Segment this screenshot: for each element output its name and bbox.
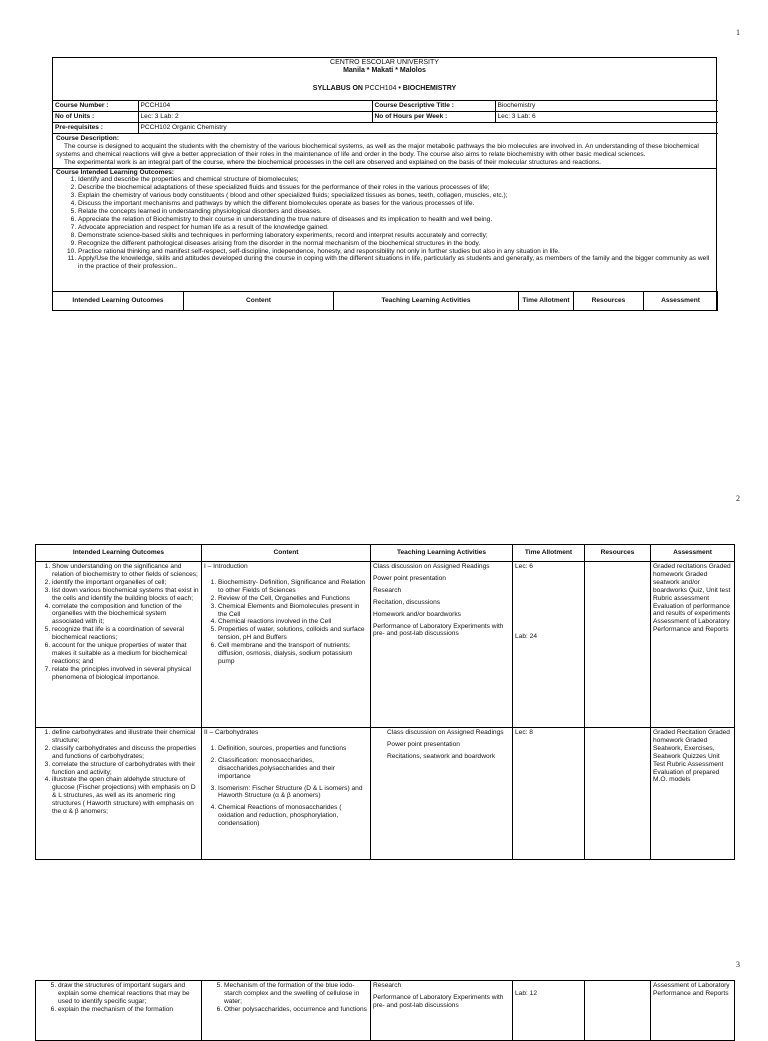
ilo-item: 3. correlate the structure of carbohydrates with their function and activity; (52, 761, 199, 777)
content-item: 4. Chemical Reactions of monosaccharides ( oxidation and reduction, phosphorylation, condensation) (218, 804, 368, 828)
assessment-cell: Graded Recitation Graded homework Graded Seatwork, Exercises, Seatwork Quizzes Unit Test Rubric Assessment Evaluation of prepared M.O. models (651, 728, 735, 860)
time-lab: Lab: 24 (515, 632, 537, 640)
ilo-item: 1. define carbohydrates and illustrate their chemical structure; (52, 729, 199, 745)
assessment-cell: Assessment of Laboratory Performance and Reports (651, 981, 735, 1041)
resources-cell (585, 562, 651, 728)
outcome-item: 3. Explain the chemistry of various body constituents ( blood and other specialized fluids; specialized tissues as bones, teeth, collagen, muscles, etc.); (78, 192, 713, 200)
col-header-content: Content (202, 545, 371, 562)
tla-item: Homework and/or boardworks (373, 610, 461, 618)
outcome-item: 1. Identify and describe the properties and chemical structure of biomolecules; (78, 176, 713, 184)
ilo-cell (36, 562, 202, 728)
col-header-ilo: Intended Learning Outcomes (36, 545, 202, 562)
outcome-item: 9. Recognize the different pathological diseases arising from the disorder in the normal mechanism of the biochemical structures in the body. (78, 240, 713, 248)
units-label: No of Units : (53, 112, 138, 123)
col-header-ilo: Intended Learning Outcomes (53, 292, 184, 311)
time-cell (513, 562, 585, 728)
prereq-value: PCCH102 Organic Chemistry (138, 122, 718, 133)
ilo-item: 5. draw the structures of important sugars and explain some chemical reactions that may be used to identify specific sugar; (58, 982, 199, 1006)
course-description-p2: The experimental work is an integral part of the course, where the biochemical processes in the cell are observed and explained on the basis of their molecular structures and reactions. (64, 158, 601, 166)
content-item: 1. Definition, sources, properties and functions (218, 745, 368, 753)
syllabus-header-box (52, 57, 717, 311)
content-item: 5. Properties of water, solutions, colloids and surface tension, pH and Buffers (218, 626, 368, 642)
table-row (36, 981, 735, 1041)
course-description (53, 134, 716, 169)
content-cell (202, 562, 371, 728)
content-item: 2. Review of the Cell, Organelles and Functions (218, 595, 368, 603)
ilo-item: 7. relate the principles involved in several physical phenomena of biological importance. (52, 666, 199, 682)
ilo-item: 5. recognize that life is a coordination of several biochemical reactions; (52, 626, 199, 642)
tla-item: Class discussion on Assigned Readings (373, 563, 490, 570)
outcome-item: 4. Discuss the important mechanisms and pathways by which the different biomolecules operate as bases for the various processes of life. (78, 200, 713, 208)
course-info-table (53, 100, 718, 134)
ilo-item: 2. identify the important organelles of cell; (52, 579, 199, 587)
content-item: 6. Other polysaccharides, occurrence and functions (224, 1006, 368, 1014)
content-item: 4. Chemical reactions involved in the Cell (218, 618, 368, 626)
col-header-tla: Teaching Learning Activities (334, 292, 519, 311)
p3-table-wrap (35, 980, 734, 1041)
time-lec: Lec: 6 (515, 563, 533, 570)
tla-item: Research (373, 982, 402, 989)
tla-item: Research (373, 586, 402, 594)
tla-cell (371, 562, 513, 728)
hours-value: Lec: 3 Lab: 6 (495, 112, 718, 123)
outcome-item: 7. Advocate appreciation and respect for human life as a result of the knowledge gained. (78, 224, 713, 232)
content-item: 6. Cell membrane and the transport of nutrients: diffusion, osmosis, dialysis, sodium potassium pump (218, 642, 368, 666)
tla-item: Performance of Laboratory Experiments with pre- and post-lab discussions (373, 993, 504, 1009)
col-header-time: Time Allotment (519, 292, 574, 311)
tla-item: Class discussion on Assigned Readings (387, 729, 504, 736)
ilo-item: 1. Show understanding on the significance and relation of biochemistry to other fields of sciences; (52, 563, 199, 579)
ilo-item: 3. list down various biochemical systems that exist in the cells and identify the building blocks of each; (52, 587, 199, 603)
course-outcomes (53, 169, 716, 272)
campuses: Manila * Makati * Malolos (343, 67, 426, 75)
time-cell (513, 728, 585, 860)
tla-item: Power point presentation (387, 740, 460, 748)
content-title: I – Introduction (204, 563, 248, 570)
ilo-item: 4. correlate the composition and function of the organelles with the biochemical system associated with it; (52, 603, 199, 627)
col-header-assessment: Assessment (651, 545, 735, 562)
course-title: Biochemistry (495, 101, 718, 112)
content-item: 2. Classification: monosaccharides, disaccharides,polysaccharides and their importance (218, 757, 368, 781)
ilo-cell (36, 981, 202, 1041)
col-header-assessment: Assessment (644, 292, 718, 311)
p1-header-row (52, 291, 718, 311)
p3-syllabus-table (35, 980, 735, 1041)
title-label: Course Descriptive Title : (372, 101, 495, 112)
content-title: II – Carbohydrates (204, 729, 259, 736)
page-number: 2 (736, 494, 740, 503)
course-number-label: Course Number : (53, 101, 138, 112)
outcome-item: 2. Describe the biochemical adaptations of these specialized fluids and tissues for the performance of their roles in the various processes of life; (78, 184, 713, 192)
content-item: 1. Biochemistry- Definition, Significance and Relation to other Fields of Sciences (218, 579, 368, 595)
assessment-cell: Graded recitations Graded homework Graded seatwork and/or boardworks Quiz, Unit test Rubric assessment Evaluation of performance and results of experiments Assessment of Laboratory Performance and Reports (651, 562, 735, 728)
tla-item: Recitations, seatwork and boardwork (387, 752, 496, 760)
time-cell (513, 981, 585, 1041)
time-lec: Lec: 8 (515, 729, 533, 736)
time-lab: Lab: 12 (515, 990, 537, 997)
ilo-item: 2. classify carbohydrates and discuss the properties and functions of carbohydrates; (52, 745, 199, 761)
tla-item: Power point presentation (373, 574, 446, 582)
col-header-resources: Resources (585, 545, 651, 562)
col-header-resources: Resources (574, 292, 644, 311)
tla-cell (371, 728, 513, 860)
ilo-item: 4. illustrate the open chain aldehyde structure of glucose (Fischer projections) with emphasis on D & L structures, as well as its anomeric ring structures ( Haworth structure) with emphasis on the α & β anomers; (52, 776, 199, 816)
page-number: 3 (736, 960, 740, 969)
table-row (36, 562, 735, 728)
ilo-item: 6. explain the mechanism of the formation (58, 1006, 199, 1014)
course-description-p1: The course is designed to acquaint the students with the chemistry of the various biochemical systems, as well as the major metabolic pathways the bio molecules are involved in. An understanding of these biochemical systems and chemical reactions will give a better appreciation of their roles in the maintenance of life and order in the body. The course also aims to relate biochemistry with other basic medical sciences. (56, 142, 699, 158)
ilo-item: 6. account for the unique properties of water that makes it suitable as a medium for biochemical reactions; and (52, 642, 199, 666)
p2-table-wrap (35, 544, 734, 860)
course-number: PCCH104 (138, 101, 372, 112)
col-header-content: Content (184, 292, 334, 311)
resources-cell (585, 981, 651, 1041)
content-cell (202, 981, 371, 1041)
content-item: 5. Mechanism of the formation of the blue iodo-starch complex and the swelling of cellulose in water; (224, 982, 368, 1006)
tla-item: Recitation, discussions (373, 598, 441, 606)
table-row (36, 728, 735, 860)
tla-item: Performance of Laboratory Experiments with pre- and post-lab discussions (373, 622, 504, 638)
col-header-time: Time Allotment (513, 545, 585, 562)
syllabus-title: SYLLABUS ON PCCH104 • BIOCHEMISTRY (312, 84, 457, 92)
outcome-item: 5. Relate the concepts learned in understanding physiological disorders and diseases. (78, 208, 713, 216)
course-outcomes-label: Course Intended Learning Outcomes: (56, 168, 174, 176)
resources-cell (585, 728, 651, 860)
outcome-item: 6. Appreciate the relation of Biochemistry to their course in understanding the true nature of diseases and its implication to health and well being. (78, 216, 713, 224)
outcome-item: 8. Demonstrate science-based skills and techniques in performing laboratory experiments, record and interpret results accurately and correctly; (78, 232, 713, 240)
p2-syllabus-table (35, 544, 735, 860)
units-value: Lec: 3 Lab: 2 (138, 112, 372, 123)
outcome-item: 11. Apply/Use the knowledge, skills and attitudes developed during the course in coping with the different situations in life, particularly as students and generally, as members of the family and the bigger community as well in the practice of their profession.. (78, 255, 713, 271)
university-name: CENTRO ESCOLAR UNIVERSITY (330, 59, 439, 66)
prereq-label: Pre-requisites : (53, 122, 138, 133)
ilo-cell (36, 728, 202, 860)
col-header-tla: Teaching Learning Activities (371, 545, 513, 562)
tla-cell (371, 981, 513, 1041)
course-description-label: Course Description: (56, 134, 120, 142)
content-cell (202, 728, 371, 860)
page-number: 1 (736, 28, 740, 37)
hours-label: No of Hours per Week : (372, 112, 495, 123)
outcome-item: 10. Practice rational thinking and manifest self-respect, self-discipline, independence, honesty, and responsibility not only in further studies but also in any situation in life. (78, 248, 713, 256)
content-item: 3. Isomerism: Fischer Structure (D & L isomers) and Haworth Structure (α & β anomers) (218, 785, 368, 801)
course-outcomes-list (56, 176, 713, 271)
content-item: 3. Chemical Elements and Biomolecules present in the Cell (218, 603, 368, 619)
